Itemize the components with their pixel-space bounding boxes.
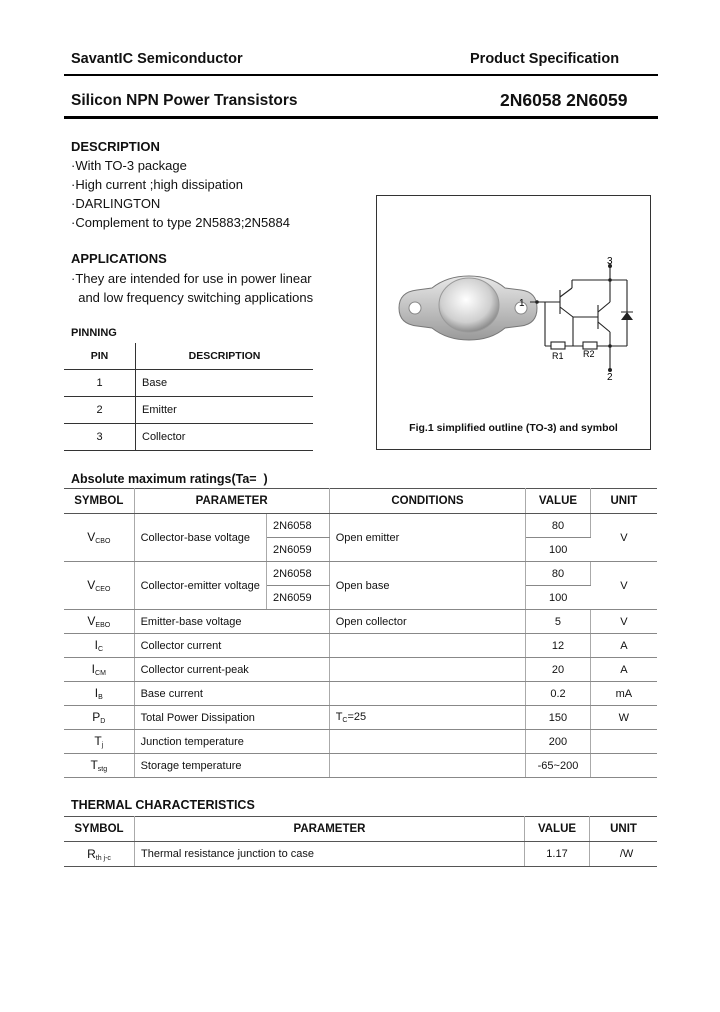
- applications-line: ·They are intended for use in power linear: [71, 271, 312, 286]
- parameter-cell: Collector-base voltage: [134, 514, 266, 562]
- figure-caption: Fig.1 simplified outline (TO-3) and symbol: [409, 422, 618, 434]
- thermal-heading: THERMAL CHARACTERISTICS: [71, 798, 255, 812]
- product-line: Silicon NPN Power Transistors: [71, 92, 298, 109]
- table-row: [64, 730, 657, 754]
- unit-cell: mA: [590, 682, 657, 706]
- symbol-cell: $I_B$: [64, 682, 134, 706]
- part-cell: 2N6059: [267, 538, 330, 562]
- title-rule: [64, 116, 658, 119]
- symbol-cell: $I_{CM}$: [64, 658, 134, 682]
- pinning-table: [64, 343, 313, 451]
- value-col-header: VALUE: [526, 489, 591, 514]
- part-numbers: 2N6058 2N6059: [500, 90, 628, 110]
- unit-cell: V: [590, 610, 657, 634]
- pin-row: [64, 424, 313, 451]
- condition-cell: Open emitter: [329, 514, 526, 562]
- abs-max-heading: Absolute maximum ratings(Ta= ): [71, 472, 268, 486]
- doc-type: Product Specification: [470, 51, 620, 67]
- parameter-cell: Collector current-peak: [134, 658, 329, 682]
- value-cell: 150: [526, 706, 591, 730]
- symbol-col-header: SYMBOL: [64, 817, 135, 842]
- description-line: ·Complement to type 2N5883;2N5884: [71, 215, 290, 230]
- pin-col-header: PIN: [64, 343, 136, 370]
- table-row: [64, 610, 657, 634]
- applications-heading: APPLICATIONS: [71, 251, 167, 266]
- pin-row: [64, 370, 313, 397]
- part-cell: 2N6058: [267, 514, 330, 538]
- value-cell: 100: [526, 586, 591, 610]
- value-cell: 100: [526, 538, 591, 562]
- unit-cell: [590, 730, 657, 754]
- description-heading: DESCRIPTION: [71, 139, 160, 154]
- unit-cell: A: [590, 658, 657, 682]
- parameter-cell: Junction temperature: [134, 730, 329, 754]
- part-cell: 2N6059: [267, 586, 330, 610]
- value-cell: 80: [526, 562, 591, 586]
- pin-description: Emitter: [136, 397, 314, 424]
- symbol-cell: $V_{CBO}$: [64, 514, 134, 562]
- parameter-cell: Total Power Dissipation: [134, 706, 329, 730]
- symbol-cell: $T_{stg}$: [64, 754, 134, 778]
- parameter-cell: Storage temperature: [134, 754, 329, 778]
- unit-cell: V: [590, 514, 657, 562]
- value-col-header: VALUE: [525, 817, 590, 842]
- value-cell: -65~200: [526, 754, 591, 778]
- table-row: [64, 658, 657, 682]
- table-row: [64, 754, 657, 778]
- unit-cell: A: [590, 634, 657, 658]
- value-cell: 5: [526, 610, 591, 634]
- r1-label: R1: [552, 351, 564, 361]
- table-row: [64, 514, 657, 538]
- symbol-cell: $V_{EBO}$: [64, 610, 134, 634]
- darlington-symbol: [530, 266, 627, 370]
- pin-desc-col-header: DESCRIPTION: [136, 343, 314, 370]
- table-row: [64, 706, 657, 730]
- value-cell: 12: [526, 634, 591, 658]
- value-cell: 20: [526, 658, 591, 682]
- unit-cell: [590, 754, 657, 778]
- table-row: [64, 682, 657, 706]
- figure-box: [376, 195, 651, 450]
- parameter-col-header: PARAMETER: [134, 489, 329, 514]
- value-cell: 0.2: [526, 682, 591, 706]
- symbol-cell: $I_C$: [64, 634, 134, 658]
- value-cell: 80: [526, 514, 591, 538]
- pin1-label: 1: [519, 298, 525, 309]
- condition-cell: [329, 658, 526, 682]
- thermal-table: [64, 816, 657, 867]
- diode-icon: [621, 312, 633, 320]
- description-line: ·With TO-3 package: [71, 158, 187, 173]
- unit-col-header: UNIT: [590, 489, 657, 514]
- description-line: ·High current ;high dissipation: [71, 177, 243, 192]
- parameter-col-header: PARAMETER: [135, 817, 525, 842]
- table-row: [64, 562, 657, 586]
- description-line: ·DARLINGTON: [71, 196, 161, 211]
- pin2-label: 2: [607, 372, 613, 383]
- r2-label: R2: [583, 349, 595, 359]
- unit-cell: W: [590, 706, 657, 730]
- parameter-cell: Base current: [134, 682, 329, 706]
- header-rule: [64, 74, 658, 76]
- part-cell: 2N6058: [267, 562, 330, 586]
- applications-line: and low frequency switching applications: [71, 290, 314, 305]
- to3-package-and-symbol: [377, 196, 650, 416]
- condition-cell: [329, 682, 526, 706]
- company-name: SavantIC Semiconductor: [71, 51, 243, 67]
- symbol-cell: $P_D$: [64, 706, 134, 730]
- pin-number: 3: [64, 424, 136, 451]
- to3-package-image: [399, 276, 537, 340]
- condition-cell: [329, 754, 526, 778]
- symbol-cell: $V_{CEO}$: [64, 562, 134, 610]
- table-row: [64, 634, 657, 658]
- pinning-heading: PINNING: [71, 327, 117, 339]
- condition-cell: $T_C=25$: [329, 706, 526, 730]
- pin-number: 1: [64, 370, 136, 397]
- symbol-cell: $R_{th j-c}$: [64, 842, 135, 867]
- pin3-label: 3: [607, 256, 613, 267]
- table-row: [64, 842, 657, 867]
- parameter-cell: Thermal resistance junction to case: [135, 842, 525, 867]
- condition-cell: [329, 634, 526, 658]
- symbol-col-header: SYMBOL: [64, 489, 134, 514]
- condition-cell: Open collector: [329, 610, 526, 634]
- pin-row: [64, 397, 313, 424]
- abs-max-table: [64, 488, 657, 778]
- parameter-cell: Collector current: [134, 634, 329, 658]
- condition-cell: Open base: [329, 562, 526, 610]
- parameter-cell: Collector-emitter voltage: [134, 562, 266, 610]
- parameter-cell: Emitter-base voltage: [134, 610, 329, 634]
- unit-cell: /W: [590, 842, 658, 867]
- pin-description: Base: [136, 370, 314, 397]
- conditions-col-header: CONDITIONS: [329, 489, 526, 514]
- pin-description: Collector: [136, 424, 314, 451]
- pin-number: 2: [64, 397, 136, 424]
- symbol-cell: $T_j$: [64, 730, 134, 754]
- value-cell: 200: [526, 730, 591, 754]
- value-cell: 1.17: [525, 842, 590, 867]
- unit-col-header: UNIT: [590, 817, 658, 842]
- condition-cell: [329, 730, 526, 754]
- unit-cell: V: [590, 562, 657, 610]
